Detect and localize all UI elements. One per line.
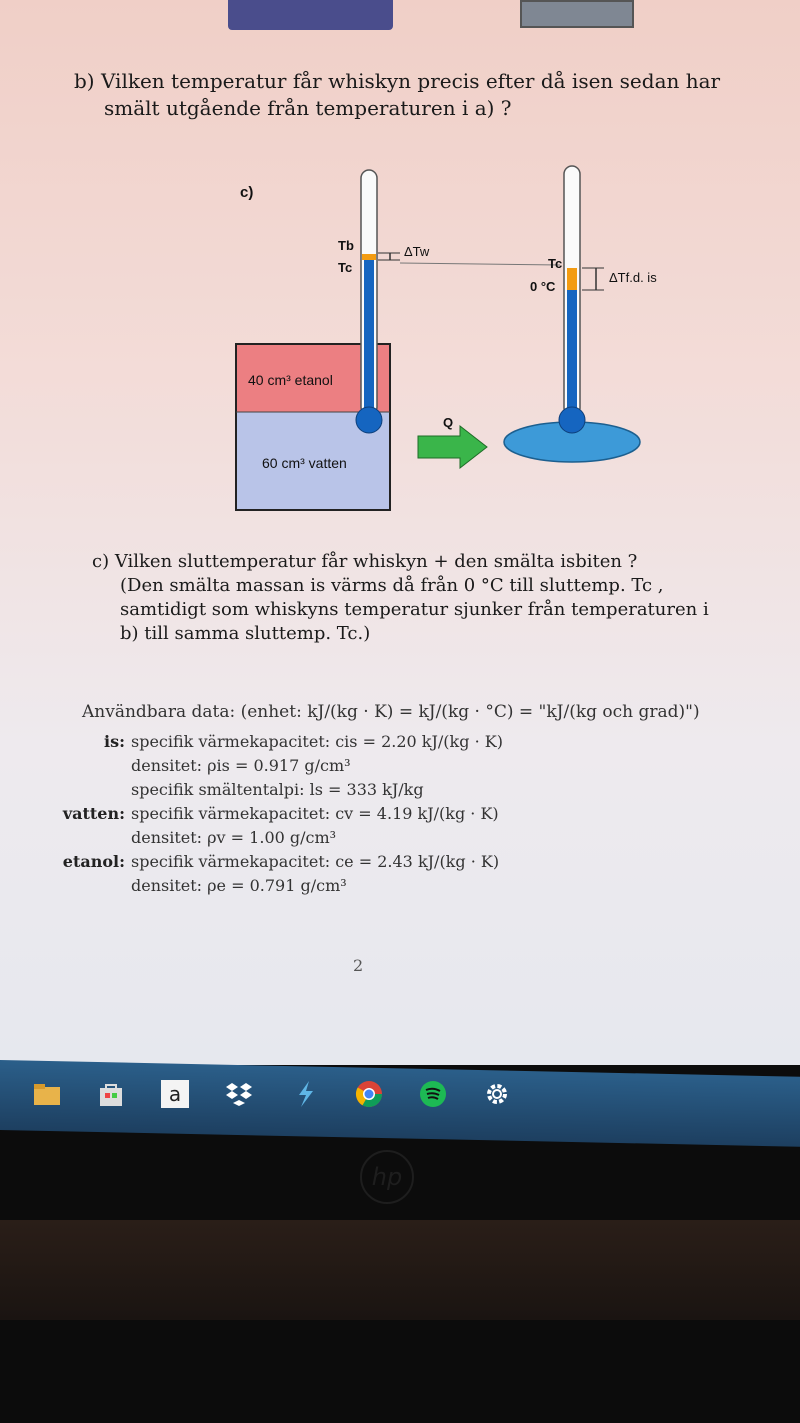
water-heat-capacity: specifik värmekapacitet: cv = 4.19 kJ/(kg · K) [131, 804, 499, 823]
water-label: 60 cm³ vatten [262, 455, 347, 471]
store-icon[interactable] [94, 1077, 128, 1111]
dropbox-icon[interactable] [222, 1077, 256, 1111]
data-header: Användbara data: (enhet: kJ/(kg · K) = kJ/(kg · °C) = "kJ/(kg och grad)") [82, 702, 700, 722]
question-b-line2: smält utgående från temperaturen i a) ? [104, 96, 512, 120]
settings-icon[interactable] [480, 1077, 514, 1111]
thermometer-right-column [567, 290, 577, 410]
question-c-line3: samtidigt som whiskyns temperatur sjunker från temperaturen i [120, 599, 709, 620]
thermometer-right-bulb [559, 407, 585, 433]
t-b-label: Tb [338, 238, 354, 253]
thermometer-left-bulb [356, 407, 382, 433]
top-tab-left [228, 0, 393, 30]
question-c-line2: (Den smälta massan is värms då från 0 °C till sluttemp. Tc , [120, 575, 664, 596]
ice-heat-capacity: specifik värmekapacitet: cis = 2.20 kJ/(kg · K) [131, 732, 503, 751]
top-tab-right [520, 0, 634, 28]
figure-label: c) [240, 184, 254, 201]
water-density: densitet: ρv = 1.00 g/cm³ [131, 828, 337, 847]
question-c-line4: b) till samma sluttemp. Tc.) [120, 623, 371, 644]
ice-label: is: [104, 732, 125, 751]
app-icon[interactable] [288, 1077, 322, 1111]
file-explorer-icon[interactable] [30, 1077, 64, 1111]
ice-fusion-enthalpy: specifik smältentalpi: ls = 333 kJ/kg [131, 780, 424, 799]
calorimetry-diagram [220, 160, 700, 520]
question-c [92, 550, 732, 646]
amazon-glyph: a [161, 1080, 189, 1108]
useful-data [50, 700, 770, 898]
delta-tfd-label: ΔTf.d. is [609, 270, 657, 285]
ice-density: densitet: ρis = 0.917 g/cm³ [131, 756, 351, 775]
hp-logo-icon: hp [360, 1150, 414, 1204]
ethanol-label: 40 cm³ etanol [248, 372, 333, 388]
delta-tw-label: ΔTw [404, 244, 430, 259]
thermometer-left-column [364, 260, 374, 410]
heat-arrow [418, 426, 487, 468]
question-b-line1: b) Vilken temperatur får whiskyn precis efter då isen sedan har [74, 69, 721, 93]
q-label: Q [443, 415, 454, 430]
laptop-bezel [0, 1220, 800, 1320]
t-c-left-label: Tc [338, 260, 353, 275]
ethanol-heat-capacity: specifik värmekapacitet: ce = 2.43 kJ/(kg · K) [131, 852, 500, 871]
chrome-icon[interactable] [352, 1077, 386, 1111]
t-c-right-label: Tc [548, 256, 563, 271]
water-data-label: vatten: [62, 804, 125, 823]
ethanol-density: densitet: ρe = 0.791 g/cm³ [131, 876, 347, 895]
spotify-icon[interactable] [416, 1077, 450, 1111]
amazon-icon[interactable] [158, 1077, 192, 1111]
ethanol-data-label: etanol: [62, 852, 125, 871]
zero-c-label: 0 °C [530, 279, 556, 294]
question-b [74, 68, 734, 122]
question-c-line1: c) Vilken sluttemperatur får whiskyn + den smälta isbiten ? [92, 551, 638, 572]
page-number: 2 [353, 956, 364, 975]
